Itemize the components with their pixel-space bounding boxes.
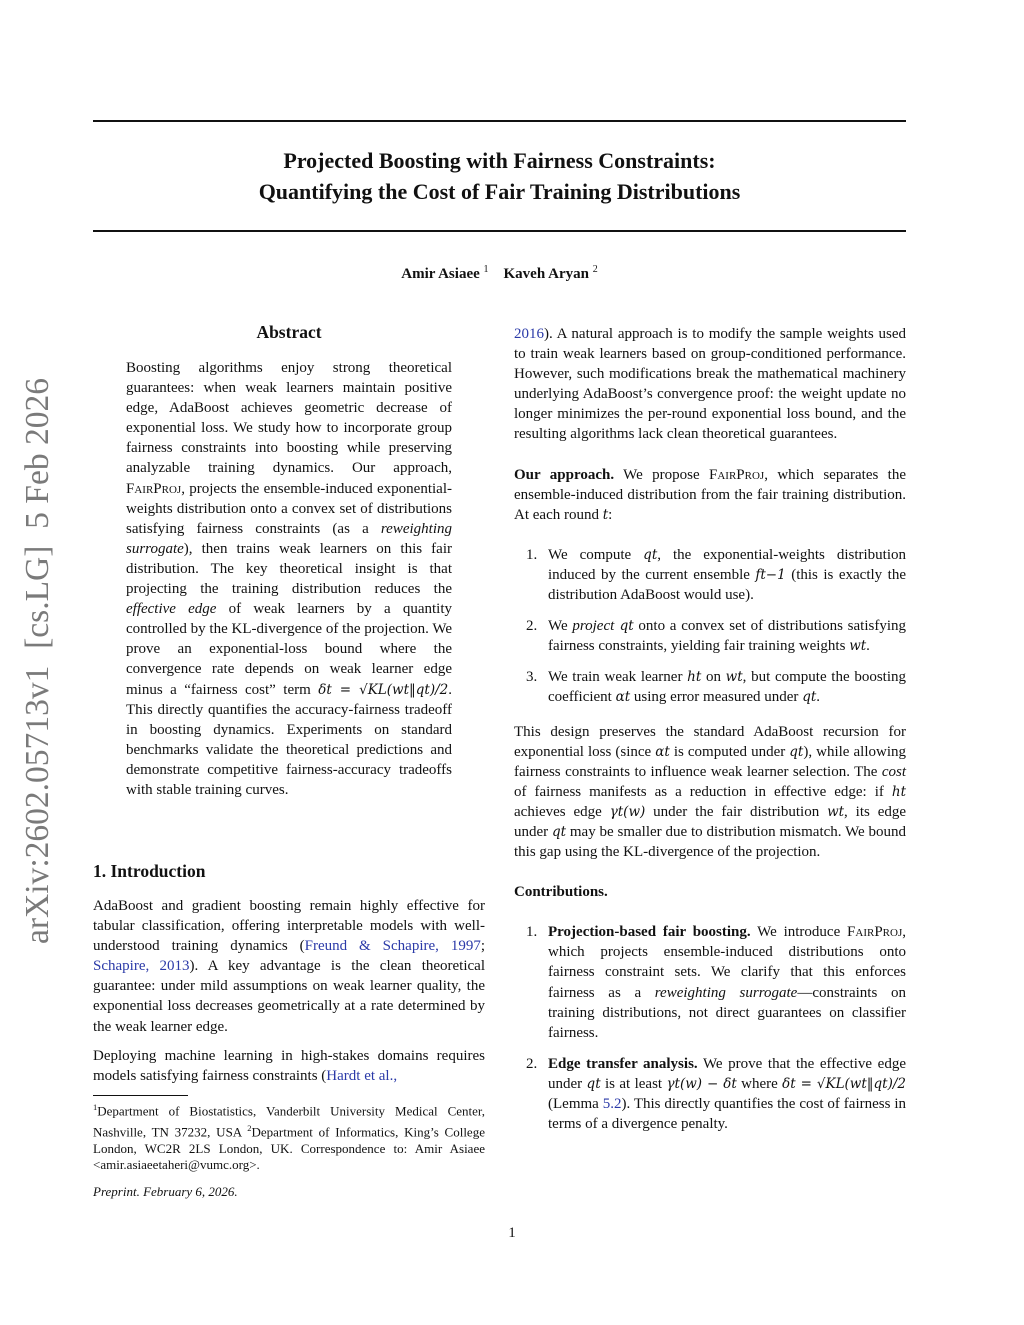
arxiv-sidebar-svg: [16, 378, 56, 944]
title-bottom-rule: [93, 230, 906, 232]
math-var: qt: [802, 689, 817, 706]
abstract-text: , projects the ensemble-induced exponential-weights distribution onto a convex set of distributions satisfying fairness constraints (as a: [126, 480, 452, 537]
section-heading-introduction: 1. Introduction: [93, 861, 206, 881]
title-line-1: Projected Boosting with Fairness Constraints:: [283, 148, 716, 173]
list-text: .: [866, 638, 870, 655]
list-number: 2.: [526, 618, 538, 635]
paragraph-heading: Contributions.: [514, 884, 608, 901]
author-list: [93, 264, 906, 283]
list-text: where: [736, 1075, 783, 1092]
math-var: qt: [551, 823, 567, 840]
abstract-heading: Abstract: [256, 322, 322, 342]
abstract-text: ), then trains weak learners on this fair distribution. The key theoretical insight is that projecting the training distribution reduces the: [126, 540, 452, 598]
abstract-body: [126, 358, 452, 800]
list-item: [514, 1054, 906, 1134]
list-text: , which projects ensemble-induced distributions onto fairness constraint sets. We clarify that this enforces fairness as a: [548, 924, 906, 1001]
math-var: ht: [891, 783, 906, 800]
page-number: 1: [508, 1225, 516, 1241]
abstract-text: of weak learners by a quantity controlled by the KL-divergence of the projection. We prove an exponential-loss bound where the convergence rate depends on weak learner edge minus a “fairness cost” term: [126, 601, 452, 698]
math-var: wt: [827, 803, 845, 820]
method-name: FairProj: [709, 466, 765, 483]
citation-link[interactable]: Freund & Schapire, 1997: [304, 938, 481, 955]
emphasis: reweighting surrogate: [126, 520, 452, 557]
citation-link[interactable]: Schapire, 2013: [93, 958, 190, 975]
list-text: We prove that the effective edge under: [548, 1055, 906, 1092]
list-text: onto a convex set of distributions satisfying fairness constraints, yielding fair training weights: [548, 618, 906, 655]
paragraph-text: We propose: [614, 466, 710, 483]
list-text: , but compute the boosting coefficient: [548, 669, 906, 706]
paragraph-text: , which separates the ensemble-induced distribution from the fair training distribution. At each round: [514, 466, 907, 523]
arxiv-identifier: arXiv:2602.05713v1 [cs.LG] 5 Feb 2026: [19, 378, 56, 944]
list-item: [514, 922, 906, 1043]
list-text: on: [701, 669, 726, 686]
paragraph-text: This design preserves the standard AdaBoost recursion for exponential loss (since: [514, 723, 906, 760]
author-affiliation: 1: [483, 264, 489, 275]
paragraph-text: may be smaller due to distribution mismatch. We bound this gap using the KL-divergence of the projection.: [514, 823, 907, 861]
list-text: We train weak learner: [548, 669, 688, 686]
math-var: wt: [725, 669, 743, 686]
citation-link[interactable]: Hardt et al.,: [326, 1067, 398, 1084]
contribution-title: Edge transfer analysis.: [548, 1055, 698, 1072]
math-var: ft−1: [755, 566, 786, 583]
math-var: αt: [655, 743, 670, 760]
affiliation-footnote: [93, 1099, 485, 1174]
emphasis: project: [572, 618, 615, 635]
contributions-list: [514, 922, 906, 1134]
math-var: qt: [789, 743, 804, 760]
paragraph-text: :: [608, 506, 613, 523]
paragraph-text: Deploying machine learning in high-stakes domains requires models satisfying fairness constraints (: [93, 1047, 485, 1084]
math-var: t: [602, 506, 609, 523]
paragraph-text: under the fair distribution: [645, 803, 828, 820]
list-text: ). This directly quantifies the cost of fairness in terms of a divergence penalty.: [548, 1096, 906, 1133]
paragraph-text: , its edge under: [514, 803, 907, 840]
preprint-note: Preprint. February 6, 2026.: [93, 1184, 238, 1199]
math-var: ht: [687, 669, 702, 686]
citation-link[interactable]: 2016: [514, 326, 544, 342]
lemma-link[interactable]: 5.2: [602, 1096, 622, 1112]
list-number: 1.: [526, 546, 538, 563]
right-column: [514, 324, 906, 1145]
footnote-marker: 2: [247, 1122, 252, 1133]
list-text: (Lemma: [548, 1096, 603, 1112]
math-var: γt(w) − δt: [666, 1075, 737, 1092]
footnote-text: Department of Informatics, King’s College London, WC2R 2LS London, UK. Correspondence to: Amir Asiaee <amir.asiaeetaheri@vumc.org>.: [93, 1124, 485, 1173]
list-number: 2.: [526, 1055, 538, 1072]
abstract-text: . This directly quantifies the accuracy-fairness tradeoff in boosting dynamics. Experiments on standard benchmarks validate the theoretical predictions and demonstrate competitive fairness-accuracy tradeoffs with stable training curves.: [126, 681, 452, 798]
list-item: [514, 545, 906, 605]
title-line-2: Quantifying the Cost of Fair Training Distributions: [258, 179, 741, 204]
footnote-text: Department of Biostatistics, Vanderbilt University Medical Center, Nashville, TN 37232, USA: [93, 1103, 485, 1140]
list-text: , the exponential-weights distribution induced by the current ensemble: [548, 546, 906, 583]
paragraph-text: achieves edge: [514, 803, 610, 820]
contribution-title: Projection-based fair boosting.: [548, 924, 751, 941]
list-text: We compute: [548, 546, 644, 563]
paper-title: [93, 145, 906, 207]
math-var: γt(w): [609, 803, 646, 820]
approach-steps: [514, 545, 906, 708]
paragraph-text: ), while allowing fairness constraints to influence weak learner selection. The: [514, 743, 906, 780]
formula-fairness-cost: δt = √KL(wt‖qt)/2: [318, 681, 449, 698]
list-item: [514, 616, 906, 656]
list-number: 1.: [526, 924, 538, 941]
emphasis: effective edge: [126, 601, 217, 618]
list-text: We introduce: [750, 924, 848, 941]
paragraph-text: is computed under: [669, 743, 790, 760]
emphasis: cost: [881, 763, 906, 780]
introduction-body: [93, 896, 485, 1086]
footnote-marker: 1: [93, 1102, 98, 1112]
list-text: using error measured under: [630, 689, 803, 706]
method-name: FairProj: [126, 480, 182, 497]
list-text: .: [816, 689, 821, 706]
paragraph-text: ). A key advantage is the clean theoretical guarantee: under mild assumptions on weak learner quality, the exponential loss decreases geometrically at a rate determined by the weak learner edge.: [93, 958, 485, 1035]
list-number: 3.: [526, 669, 538, 686]
paragraph-text: ;: [480, 938, 486, 955]
math-var: αt: [615, 689, 631, 706]
abstract-text: Boosting algorithms enjoy strong theoretical guarantees: when weak learners maintain positive edge, AdaBoost achieves geometric decrease of exponential loss. We study how to incorporate group fairness constraints into boosting while preserving analyzable training dynamics. Our approach,: [126, 360, 452, 477]
top-rule: [93, 120, 906, 122]
list-text: is at least: [600, 1075, 667, 1092]
list-item: [514, 667, 906, 707]
list-text: We: [548, 618, 573, 635]
math-var: qt: [586, 1075, 601, 1092]
paragraph-text: of fairness manifests as a reduction in effective edge: if: [514, 783, 892, 800]
paragraph-text: ). A natural approach is to modify the sample weights used to train weak learners based on group-conditioned performance. However, such modifications break the mathematical machinery underlying AdaBoost’s convergence proof: the weight update no longer minimizes the per-round exponential loss bound, and the resulting algorithms lack clean theoretical guarantees.: [514, 326, 906, 443]
math-var: qt: [614, 618, 634, 635]
math-var: wt: [849, 638, 867, 655]
list-text: —constraints on training distributions, not direct guarantees on classifier fairness.: [548, 984, 906, 1041]
author-name: Amir Asiaee: [401, 266, 480, 282]
list-text: (this is exactly the distribution AdaBoost would use).: [548, 566, 906, 604]
author-affiliation: 2: [592, 264, 598, 275]
arxiv-sidebar: [16, 378, 56, 944]
math-var: δt = √KL(wt‖qt)/2: [782, 1075, 906, 1092]
footnote-rule: [93, 1095, 188, 1096]
paragraph-heading: Our approach.: [514, 466, 615, 483]
math-var: qt: [643, 546, 658, 563]
paragraph-text: AdaBoost and gradient boosting remain highly effective for tabular classification, offering interpretable models with well-understood training dynamics (: [93, 898, 485, 955]
method-name: FairProj: [847, 924, 903, 941]
author-name: Kaveh Aryan: [503, 266, 589, 282]
emphasis: reweighting surrogate: [654, 984, 798, 1001]
